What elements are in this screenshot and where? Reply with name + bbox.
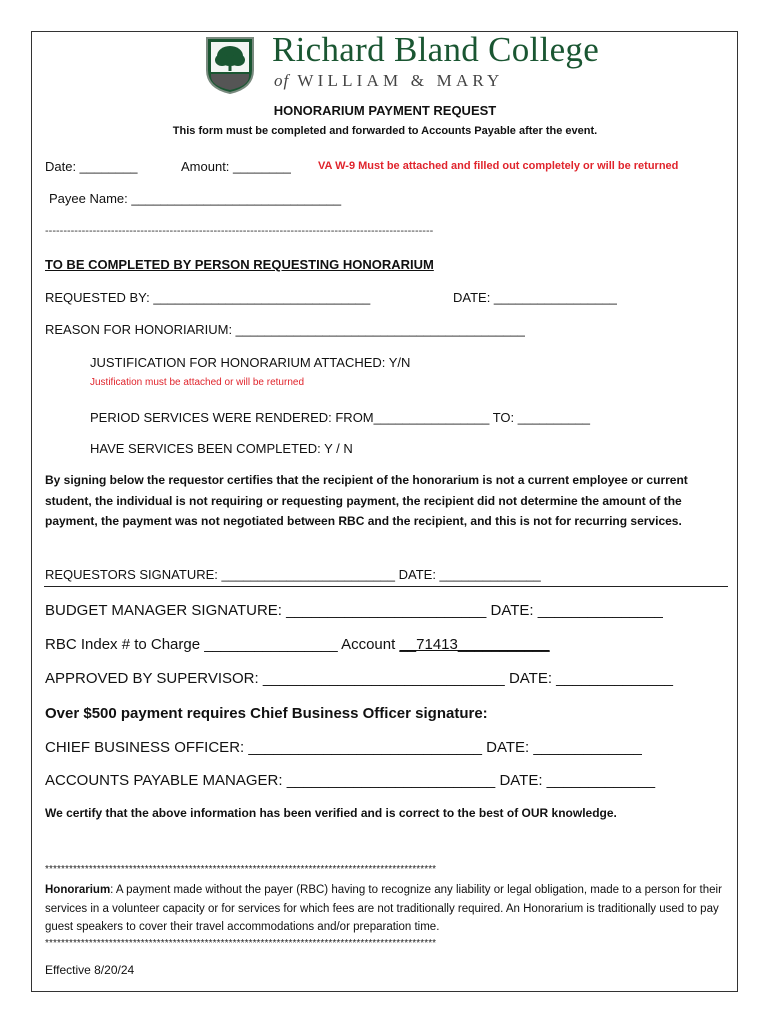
date-field[interactable]: Date: ________: [45, 159, 138, 174]
effective-date: Effective 8/20/24: [45, 963, 135, 977]
requested-by-field[interactable]: REQUESTED BY: ______________________________: [45, 290, 371, 305]
budget-manager-signature-field[interactable]: BUDGET MANAGER SIGNATURE: ________________________ DATE: _______________: [45, 602, 663, 619]
w9-requirement-note: VA W-9 Must be attached and filled out completely or will be returned: [318, 160, 679, 172]
amount-field[interactable]: Amount: ________: [181, 159, 291, 174]
college-subtitle: [274, 71, 504, 91]
requested-date-field[interactable]: DATE: _________________: [453, 290, 617, 305]
stars-divider-bottom: **************************************************************************************************: [45, 938, 437, 949]
definition-term: Honorarium: [45, 884, 111, 896]
requestor-certification-text: By signing below the requestor certifies that the recipient of the honorarium is not a current employee or current student, the individual is not requiring or requesting payment, the recipient did not determine the amount of the payment, the payment was not negotiated between RBC and the recipient, and this is not for recurring services.: [45, 473, 688, 528]
supervisor-approval-field[interactable]: APPROVED BY SUPERVISOR: _____________________________ DATE: ______________: [45, 670, 673, 687]
reason-field[interactable]: REASON FOR HONORIARIUM: ________________________________________: [45, 322, 525, 337]
form-title: HONORARIUM PAYMENT REQUEST: [273, 103, 497, 118]
requestor-signature-field[interactable]: REQUESTORS SIGNATURE: ________________________ DATE: ______________: [45, 567, 541, 582]
requester-section-heading: TO BE COMPLETED BY PERSON REQUESTING HONORARIUM: [45, 257, 434, 272]
justification-field[interactable]: JUSTIFICATION FOR HONORARIUM ATTACHED: Y/N: [90, 355, 411, 370]
college-name: Richard Bland College: [272, 30, 600, 69]
college-subtitle-of: of: [274, 71, 290, 90]
over-500-requirement-note: Over $500 payment requires Chief Business Officer signature:: [45, 705, 488, 722]
verification-statement: We certify that the above information has been verified and is correct to the best of OUR knowledge.: [45, 806, 617, 820]
accounts-payable-manager-field[interactable]: ACCOUNTS PAYABLE MANAGER: _________________________ DATE: _____________: [45, 772, 656, 789]
service-period-field[interactable]: PERIOD SERVICES WERE RENDERED: FROM________________ TO: __________: [90, 410, 591, 425]
account-number-value[interactable]: __71413___________: [399, 636, 550, 653]
services-completed-field[interactable]: HAVE SERVICES BEEN COMPLETED: Y / N: [90, 441, 353, 456]
section-divider-line: [44, 586, 728, 587]
section-separator: ----------------------------------------------------------------------------------------------------------: [45, 225, 434, 237]
stars-divider-top: **************************************************************************************************: [45, 864, 437, 875]
chief-business-officer-field[interactable]: CHIEF BUSINESS OFFICER: ____________________________ DATE: _____________: [45, 739, 642, 756]
honorarium-definition: [45, 881, 725, 937]
college-subtitle-name: WILLIAM & MARY: [297, 71, 504, 90]
index-account-field[interactable]: [45, 636, 550, 653]
payee-name-field[interactable]: Payee Name: _____________________________: [49, 191, 342, 206]
index-label: RBC Index # to Charge ________________ Account: [45, 636, 396, 653]
justification-note: Justification must be attached or will be returned: [90, 377, 304, 388]
college-shield-logo-icon: [205, 36, 255, 94]
form-instruction: This form must be completed and forwarded to Accounts Payable after the event.: [172, 125, 598, 137]
definition-text: : A payment made without the payer (RBC) having to recognize any liability or legal obligation, made to a person for their services in a volunteer capacity or for services for which fees are not traditionally required. An Honorarium is traditionally used to pay guest speakers to cover their travel accommodations and/or preparation time.: [45, 884, 722, 934]
